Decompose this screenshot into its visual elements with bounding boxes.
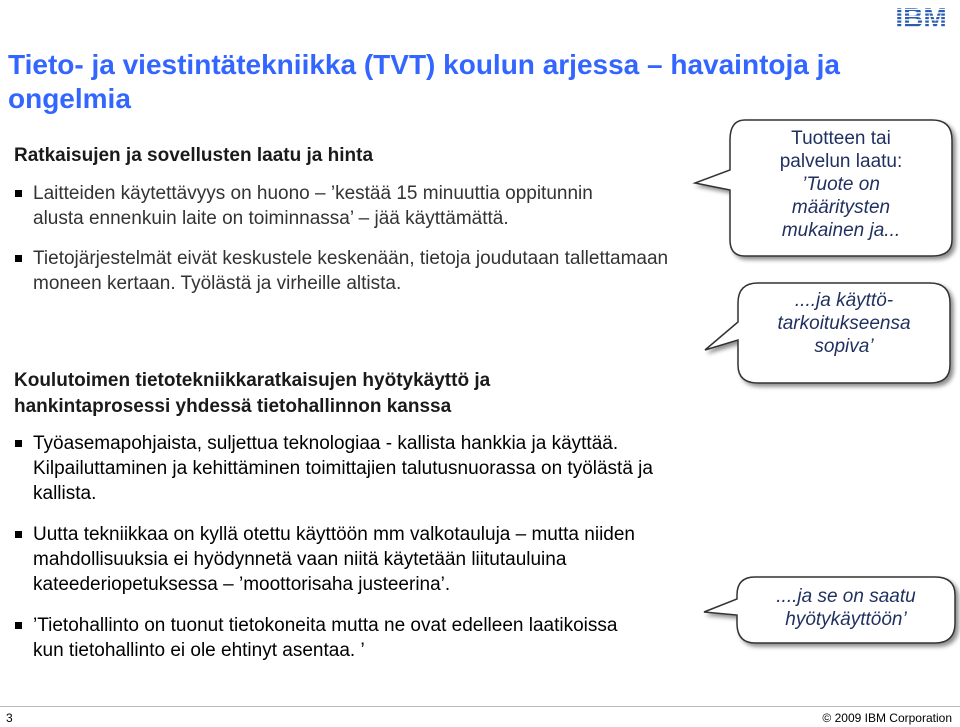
bullet-text: Laitteiden käytettävyys on huono – ’kestää 15 minuuttia oppitunnin alusta ennenkuin laite on toiminnassa’ – jää käyttämättä. [33,183,593,229]
callout-text-fit-for-purpose [744,289,944,358]
callout-line: mukainen ja... [781,220,901,241]
callout-line: palvelun laatu: [779,151,903,172]
bullet-text: Työasemapohjaista, suljettua teknologiaa - kallista hankkia ja käyttää. Kilpailuttaminen ja kehittäminen toimittajien talutusnuorassa on työlästä ja kallista. [33,433,653,504]
callout-line: sopiva’ [814,336,874,357]
page-title: Tieto- ja viestintätekniikka (TVT) koulun arjessa – havaintoja ja ongelmia [8,49,840,114]
callout-line: hyötykäyttöön’ [785,609,907,630]
bullet-text: Tietojärjestelmät eivät keskustele keskenään, tietoja joudutaan tallettamaan moneen kertaan. Työlästä ja virheille altista. [33,248,669,294]
page-number: 3 [6,711,13,725]
copyright: © 2009 IBM Corporation [822,711,952,725]
svg-text:IBM: IBM [895,3,947,31]
callout-line: ’Tuote on [802,174,880,195]
bullet-text: Uutta tekniikkaa on kyllä otettu käyttöön mm valkotauluja – mutta niiden mahdollisuuksia ei hyödynnetä vaan niitä käytetään liitutauluina kateederiopetuksessa – ’moottorisaha justeerina’. [33,524,635,595]
callout-text-quality [738,127,944,242]
section-heading-procurement: Koulutoimen tietotekniikkaratkaisujen hyötykäyttö ja hankintaprosessi yhdessä tietohallinnon kanssa [14,370,491,417]
callout-line: tarkoitukseensa [777,313,911,334]
callout-line: Tuotteen tai [791,128,891,149]
callout-text-in-use [742,585,950,631]
footer-divider [0,706,960,707]
bullet-text: ’Tietohallinto on tuonut tietokoneita mutta ne ovat edelleen laatikoissa kun tietohallinto ei ole ehtinyt asentaa. ’ [33,615,618,661]
callout-line: ....ja käyttö- [794,290,894,311]
section-heading-quality: Ratkaisujen ja sovellusten laatu ja hinta [14,145,374,166]
callout-line: määritysten [791,197,891,218]
callout-line: ....ja se on saatu [776,586,916,607]
